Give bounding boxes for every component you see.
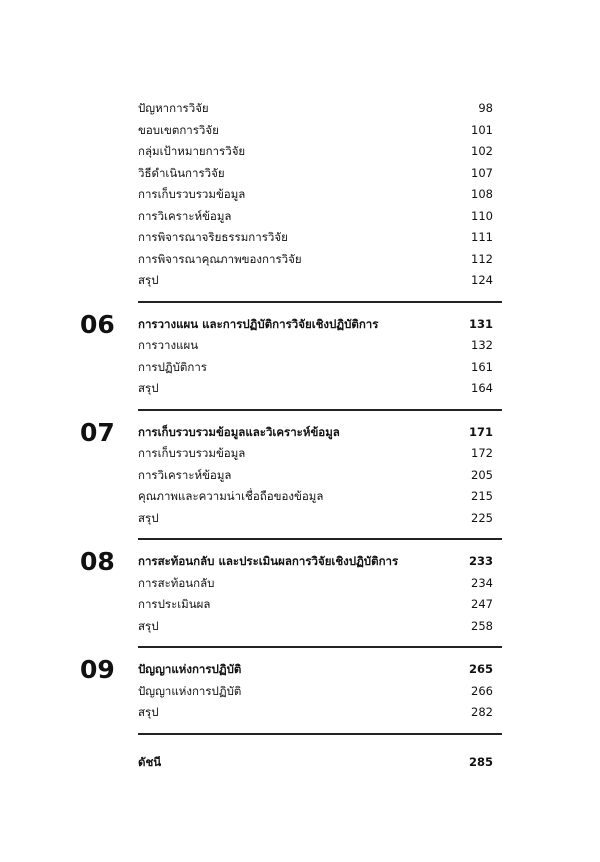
toc-entry-page: 107 xyxy=(471,165,493,180)
toc-entry-label: การสะท้อนกลับ และประเมินผลการวิจัยเชิงปฏิบัติการ xyxy=(138,554,399,568)
toc-entry-label: ปัญหาการวิจัย xyxy=(138,101,209,115)
toc-entry-label: การประเมินผล xyxy=(138,597,211,611)
toc-entry-page: 205 xyxy=(471,467,493,482)
toc-entry-page: 131 xyxy=(468,316,493,331)
toc-entry-page: 98 xyxy=(478,101,493,115)
toc-entry-label: สรุป xyxy=(138,510,159,525)
section-divider xyxy=(138,733,502,735)
toc-entry-label: การวางแผน xyxy=(138,338,199,352)
toc-entry xyxy=(0,249,600,271)
toc-entry-page: 247 xyxy=(471,597,493,611)
toc-entry-page: 112 xyxy=(471,251,493,266)
toc-entry-label: วิธีดำเนินการวิจัย xyxy=(138,165,225,180)
toc-entry-label: การสะท้อนกลับ xyxy=(138,575,215,590)
toc-entry-page: 132 xyxy=(471,338,493,352)
toc-entry-label: ดัชนี xyxy=(138,754,162,769)
toc-entry-label: ปัญญาแห่งการปฏิบัติ xyxy=(138,683,242,698)
toc-entry-page: 234 xyxy=(471,575,493,590)
toc-entry-page: 172 xyxy=(471,446,493,460)
toc-entry-label: ปัญญาแห่งการปฏิบัติ xyxy=(138,662,242,676)
chapter-heading xyxy=(0,659,600,681)
toc-entry-page: 258 xyxy=(471,618,493,633)
toc-entry-label: สรุป xyxy=(138,381,159,395)
toc-entry-label: การพิจารณาจริยธรรมการวิจัย xyxy=(138,230,288,244)
toc-entry-label: การเก็บรวบรวมข้อมูล xyxy=(138,187,246,201)
toc-entry-label: การวางแผน และการปฏิบัติการวิจัยเชิงปฏิบัติการ xyxy=(138,316,379,331)
toc-entry-label: การวิเคราะห์ข้อมูล xyxy=(138,467,232,482)
toc-entry xyxy=(0,702,600,724)
toc-entry xyxy=(0,270,600,292)
chapter-number: 06 xyxy=(80,309,115,339)
toc-entry-page: 225 xyxy=(471,510,493,525)
toc-entry-label: ขอบเขตการวิจัย xyxy=(138,122,219,137)
toc-entry xyxy=(0,98,600,120)
section-divider xyxy=(138,301,502,303)
toc-entry xyxy=(0,508,600,530)
toc-entry-page: 266 xyxy=(471,683,493,698)
toc-entry xyxy=(0,616,600,638)
toc-entry xyxy=(0,465,600,487)
chapter-number: 09 xyxy=(80,655,115,684)
toc-entry xyxy=(0,227,600,249)
chapter-heading xyxy=(0,314,600,336)
toc-entry-label: สรุป xyxy=(138,705,159,719)
toc-entry-label: กลุ่มเป้าหมายการวิจัย xyxy=(138,144,246,158)
toc-entry-page: 215 xyxy=(471,489,493,503)
toc-entry-page: 101 xyxy=(471,122,493,137)
toc-entry xyxy=(0,573,600,595)
toc-entry xyxy=(0,378,600,400)
toc-entry xyxy=(0,486,600,508)
toc-entry xyxy=(0,120,600,142)
toc-entry-page: 164 xyxy=(471,381,493,395)
toc-entry-page: 171 xyxy=(468,424,493,439)
toc-entry-label: การพิจารณาคุณภาพของการวิจัย xyxy=(138,251,302,266)
toc-entry-label: การเก็บรวบรวมข้อมูล xyxy=(138,446,246,460)
toc-entry-page: 265 xyxy=(468,662,493,676)
toc-entry xyxy=(0,594,600,616)
toc-entry-page: 102 xyxy=(471,144,493,158)
toc-entry-label: คุณภาพและความน่าเชื่อถือของข้อมูล xyxy=(138,489,324,503)
toc-entry-label: สรุป xyxy=(138,273,159,287)
chapter-number: 08 xyxy=(80,547,115,576)
toc-entry-page: 233 xyxy=(468,554,493,568)
toc-entry xyxy=(0,206,600,228)
toc-entry-page: 108 xyxy=(471,187,493,201)
section-divider xyxy=(138,538,502,540)
chapter-number: 07 xyxy=(80,417,115,447)
toc-entry-label: การปฏิบัติการ xyxy=(138,359,207,374)
chapter-heading xyxy=(0,551,600,573)
toc-entry-page: 285 xyxy=(468,754,493,769)
chapter-heading xyxy=(0,422,600,444)
section-divider xyxy=(138,646,502,648)
toc-entry xyxy=(0,335,600,357)
section-divider xyxy=(138,409,502,411)
toc-entry xyxy=(0,163,600,185)
index-entry xyxy=(0,752,600,774)
toc-entry-page: 110 xyxy=(471,208,493,223)
toc-entry-page: 282 xyxy=(471,705,493,719)
toc-entry-label: สรุป xyxy=(138,618,159,633)
toc-entry-label: การเก็บรวบรวมข้อมูลและวิเคราะห์ข้อมูล xyxy=(138,424,340,439)
toc-entry-page: 161 xyxy=(471,359,493,374)
toc-entry xyxy=(0,443,600,465)
toc-entry xyxy=(0,357,600,379)
toc-entry-label: การวิเคราะห์ข้อมูล xyxy=(138,208,232,223)
toc-entry-page: 124 xyxy=(471,273,493,287)
toc-entry xyxy=(0,141,600,163)
toc-entry xyxy=(0,681,600,703)
toc-entry-page: 111 xyxy=(471,230,493,244)
toc-entry xyxy=(0,184,600,206)
